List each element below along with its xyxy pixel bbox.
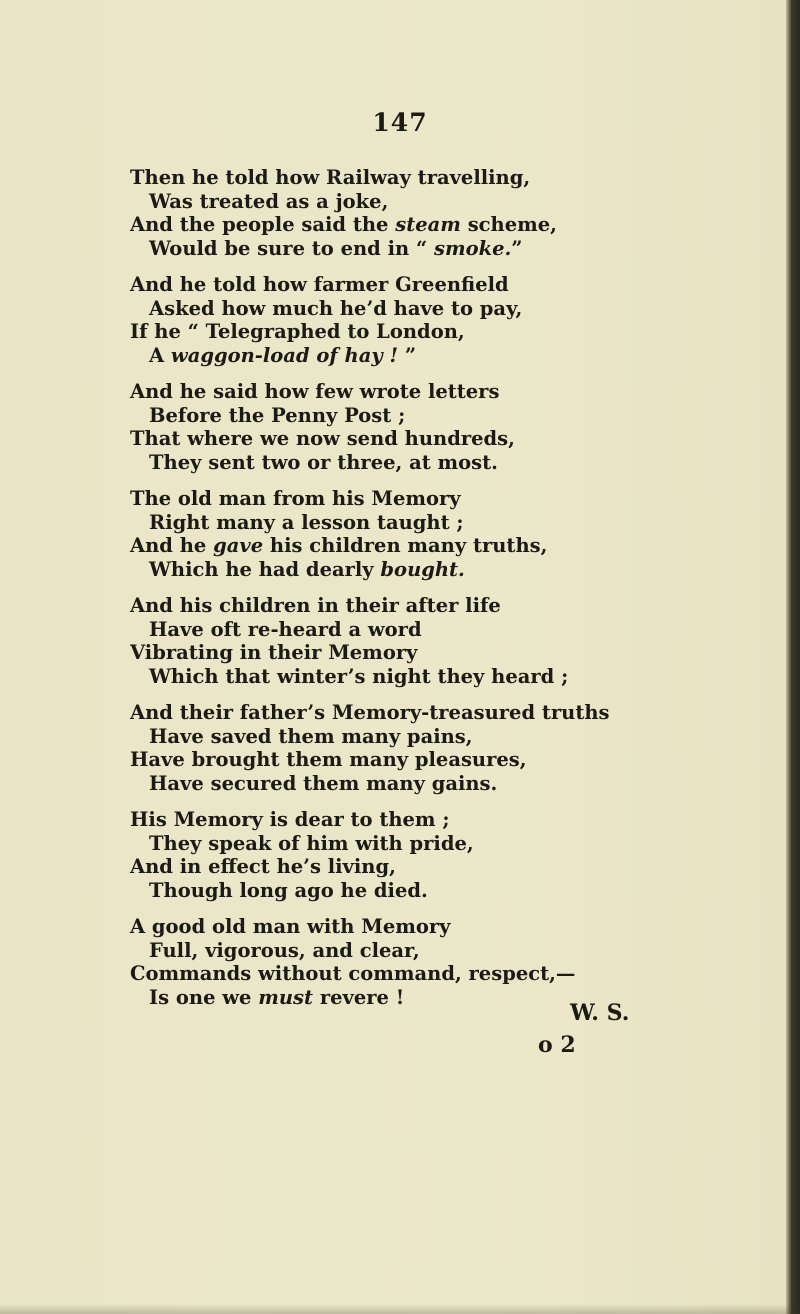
- poem-line: Have brought them many pleasures,: [130, 748, 527, 771]
- poem-line: And he said how few wrote letters: [130, 380, 500, 403]
- poem-line: They sent two or three, at most.: [149, 450, 498, 474]
- stanza: [130, 808, 690, 902]
- stanza: [130, 594, 690, 688]
- poem-line: Though long ago he died.: [149, 878, 428, 902]
- author-initials: W. S.: [570, 1000, 630, 1026]
- poem-line: That where we now send hundreds,: [130, 427, 515, 450]
- page-edge-shadow: [786, 0, 800, 1314]
- poem-line: His Memory is dear to them ;: [130, 808, 450, 831]
- poem-line: Asked how much he’d have to pay,: [149, 296, 523, 320]
- poem-line: Which that winter’s night they heard ;: [149, 664, 569, 688]
- stanza: [130, 166, 690, 260]
- stanza: [130, 380, 690, 474]
- poem-line: Have secured them many gains.: [149, 771, 498, 795]
- poem-line: And he told how farmer Greenfield: [130, 273, 509, 296]
- page-bottom-shadow: [0, 1304, 800, 1314]
- stanza: [130, 273, 690, 367]
- poem-line: Which he had dearly bought.: [149, 557, 465, 581]
- poem-line: If he “ Telegraphed to London,: [130, 320, 465, 343]
- poem-line: A good old man with Memory: [130, 915, 451, 938]
- poem-line: And in effect he’s living,: [130, 855, 396, 878]
- poem-line: The old man from his Memory: [130, 487, 461, 510]
- poem-line: Commands without command, respect,—: [130, 962, 576, 985]
- poem-line: Have oft re-heard a word: [149, 617, 422, 641]
- poem-line: Before the Penny Post ;: [149, 403, 406, 427]
- poem-line: And their father’s Memory-treasured truths: [130, 701, 610, 724]
- poem-line: A waggon-load of hay ! ”: [149, 343, 417, 367]
- poem-line: Would be sure to end in “ smoke.”: [149, 236, 523, 260]
- signature-mark: o 2: [538, 1032, 576, 1058]
- poem-line: Was treated as a joke,: [149, 189, 389, 213]
- poem-line: Right many a lesson taught ;: [149, 510, 464, 534]
- poem-line: Then he told how Railway travelling,: [130, 166, 531, 189]
- poem-line: Is one we must revere !: [149, 985, 405, 1009]
- poem-line: Have saved them many pains,: [149, 724, 473, 748]
- stanza: [130, 915, 690, 1009]
- poem-line: They speak of him with pride,: [149, 831, 474, 855]
- page-number: 147: [372, 108, 428, 137]
- stanza: [130, 701, 690, 795]
- poem-line: And his children in their after life: [130, 594, 501, 617]
- stanza: [130, 487, 690, 581]
- poem-line: And the people said the steam scheme,: [130, 213, 557, 236]
- poem: [130, 166, 690, 1022]
- poem-line: Full, vigorous, and clear,: [149, 938, 420, 962]
- poem-line: Vibrating in their Memory: [130, 641, 418, 664]
- poem-line: And he gave his children many truths,: [130, 534, 548, 557]
